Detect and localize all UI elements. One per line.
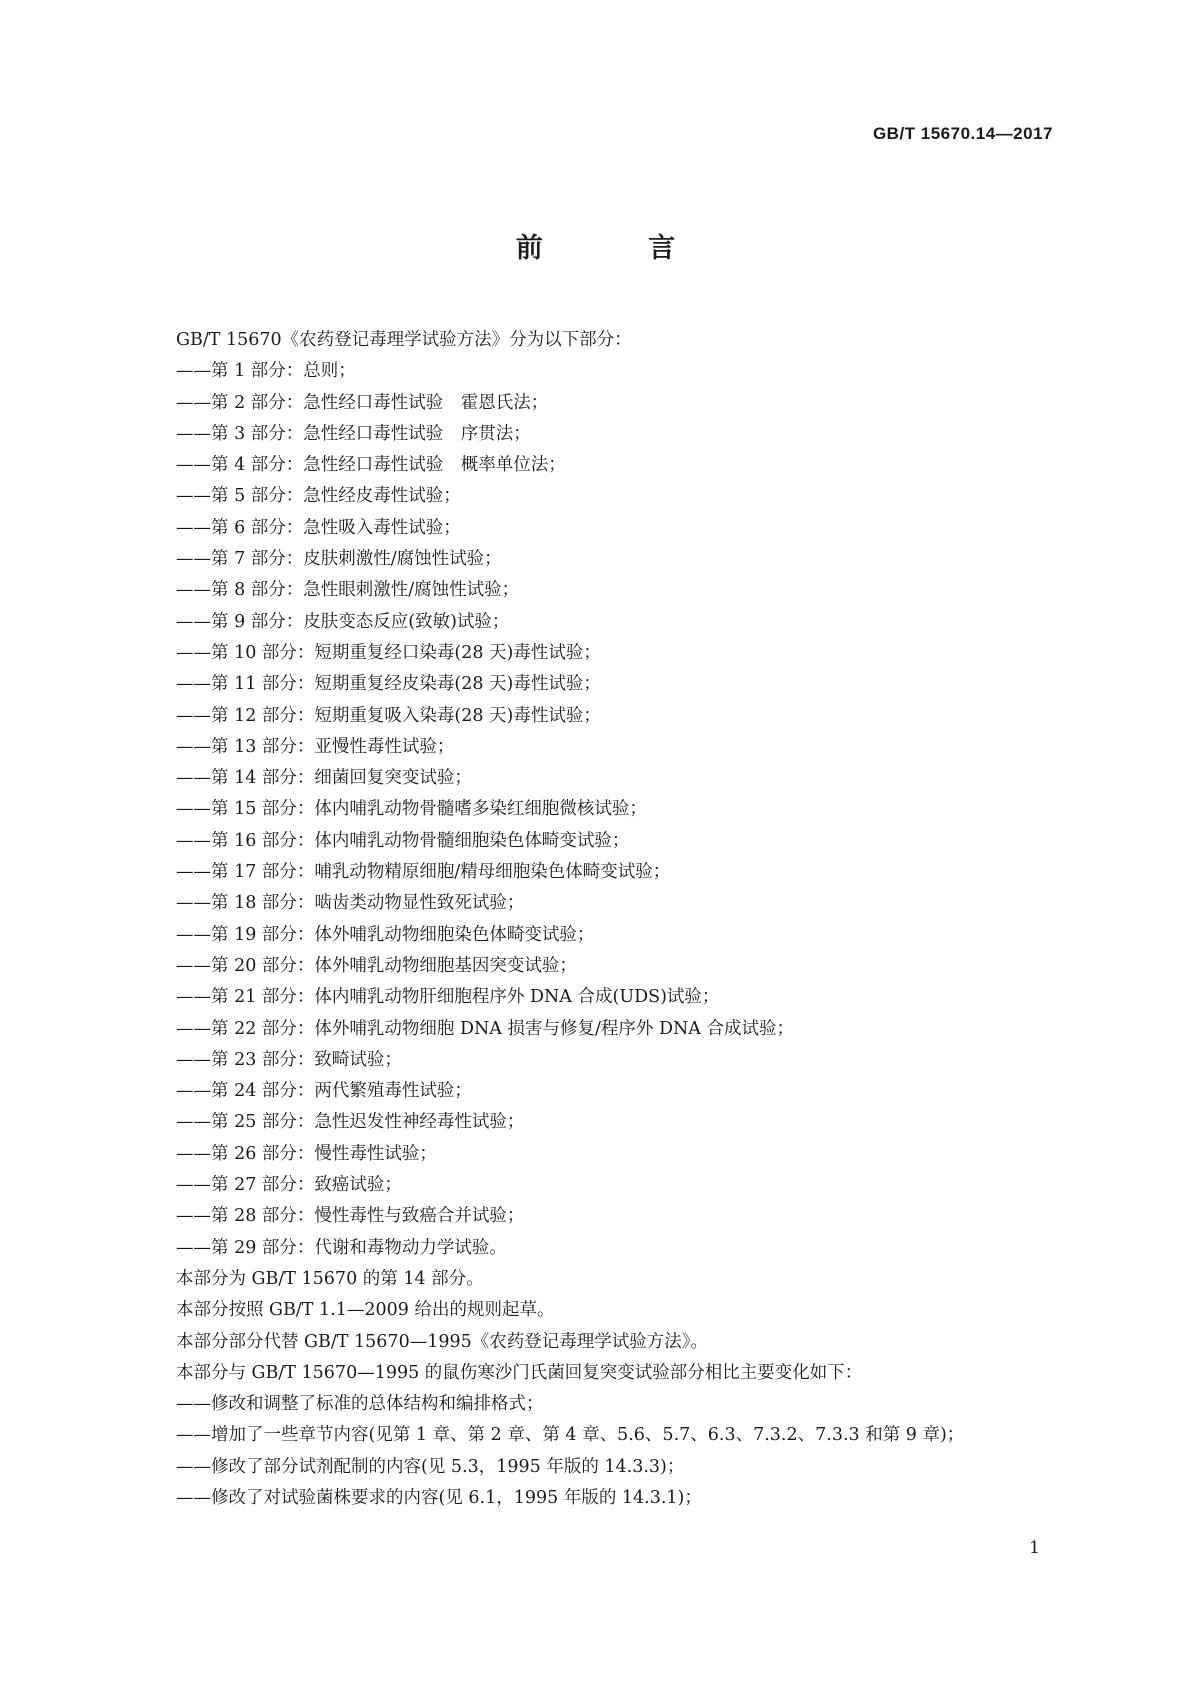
text-line: 本部分为 GB/T 15670 的第 14 部分。 (176, 1268, 484, 1289)
text-line: ——第 8 部分：急性眼刺激性/腐蚀性试验； (176, 580, 520, 601)
text-line: ——第 15 部分：体内哺乳动物骨髓嗜多染红细胞微核试验； (176, 799, 647, 820)
page-number: 1 (1029, 1538, 1040, 1558)
text-line: ——第 6 部分：急性吸入毒性试验； (176, 517, 461, 538)
text-line: ——第 10 部分：短期重复经口染毒(28 天)毒性试验； (176, 642, 601, 663)
text-line: ——修改了部分试剂配制的内容(见 5.3，1995 年版的 14.3.3)； (176, 1456, 685, 1477)
text-line: ——第 25 部分：急性迟发性神经毒性试验； (176, 1112, 525, 1133)
text-line: ——第 18 部分：啮齿类动物显性致死试验； (176, 893, 525, 914)
text-line: ——第 26 部分：慢性毒性试验； (176, 1143, 437, 1164)
text-line: ——第 1 部分：总则； (176, 361, 356, 382)
text-line: ——第 14 部分：细菌回复突变试验； (176, 768, 472, 789)
page-title: 前 言 (515, 233, 724, 264)
standard-code: GB/T 15670.14—2017 (872, 124, 1053, 143)
text-line: ——第 3 部分：急性经口毒性试验 序贯法； (176, 423, 531, 444)
text-line: ——第 24 部分：两代繁殖毒性试验； (176, 1081, 472, 1102)
text-line: ——第 27 部分：致癌试验； (176, 1175, 402, 1196)
text-line: ——第 19 部分：体外哺乳动物细胞染色体畸变试验； (176, 924, 595, 945)
text-line: ——第 7 部分：皮肤刺激性/腐蚀性试验； (176, 549, 502, 570)
text-line: ——第 22 部分：体外哺乳动物细胞 DNA 损害与修复/程序外 DNA 合成试验； (176, 1018, 795, 1039)
text-line: 本部分部分代替 GB/T 15670—1995《农药登记毒理学试验方法》。 (176, 1331, 708, 1352)
text-line: ——第 21 部分：体内哺乳动物肝细胞程序外 DNA 合成(UDS)试验； (176, 987, 720, 1008)
body-text (176, 325, 1056, 1514)
text-line: ——第 28 部分：慢性毒性与致癌合并试验； (176, 1206, 525, 1227)
text-line: GB/T 15670《农药登记毒理学试验方法》分为以下部分： (176, 330, 632, 350)
text-line: ——第 9 部分：皮肤变态反应(致敏)试验； (176, 611, 510, 632)
text-line: 本部分与 GB/T 15670—1995 的鼠伤寒沙门氏菌回复突变试验部分相比主要变化如下： (176, 1362, 863, 1383)
text-line: ——第 13 部分：亚慢性毒性试验； (176, 736, 455, 757)
text-line: ——第 16 部分：体内哺乳动物骨髓细胞染色体畸变试验； (176, 830, 630, 851)
text-line: ——第 5 部分：急性经皮毒性试验； (176, 486, 461, 507)
text-line: ——第 2 部分：急性经口毒性试验 霍恩氏法； (176, 392, 549, 413)
text-line: ——修改和调整了标准的总体结构和编排格式； (176, 1394, 544, 1415)
text-line: ——第 4 部分：急性经口毒性试验 概率单位法； (176, 455, 566, 476)
text-line: ——修改了对试验菌株要求的内容(见 6.1，1995 年版的 14.3.1)； (176, 1487, 702, 1508)
text-line: ——第 11 部分：短期重复经皮染毒(28 天)毒性试验； (176, 674, 601, 695)
text-line: ——第 17 部分：哺乳动物精原细胞/精母细胞染色体畸变试验； (176, 862, 671, 883)
text-line: ——第 23 部分：致畸试验； (176, 1049, 402, 1070)
text-line: ——第 29 部分：代谢和毒物动力学试验。 (176, 1237, 507, 1258)
text-line: 本部分按照 GB/T 1.1—2009 给出的规则起草。 (176, 1300, 555, 1321)
text-line: ——增加了一些章节内容(见第 1 章、第 2 章、第 4 章、5.6、5.7、6.3、7.3.2、7.3.3 和第 9 章)； (176, 1425, 965, 1446)
text-line: ——第 12 部分：短期重复吸入染毒(28 天)毒性试验； (176, 705, 601, 726)
text-line: ——第 20 部分：体外哺乳动物细胞基因突变试验； (176, 955, 577, 976)
